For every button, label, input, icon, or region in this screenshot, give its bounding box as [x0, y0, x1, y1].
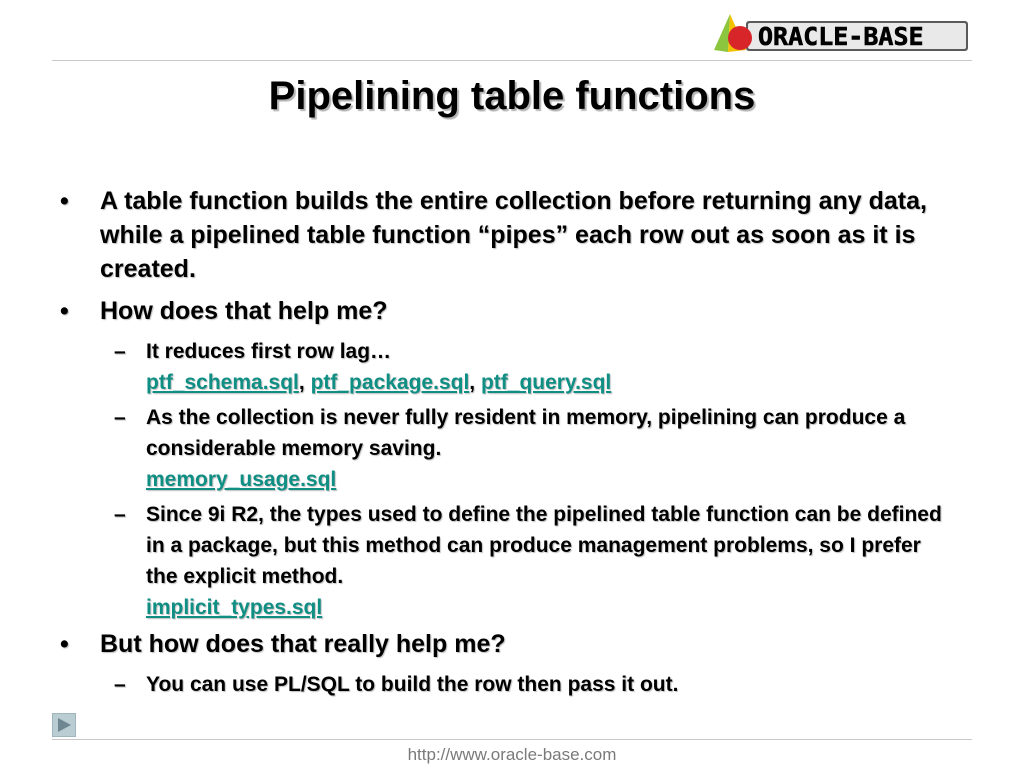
sub-bullet-text: You can use PL/SQL to build the row then pass it out.: [146, 673, 679, 696]
sub-bullet-text: Since 9i R2, the types used to define the pipelined table function can be defined in a package, but this method can produce management problems, so I prefer the explicit method.: [146, 503, 942, 588]
bullet-list: [58, 184, 958, 704]
slide-title: Pipelining table functions: [268, 74, 756, 118]
sub-bullet-marker: –: [114, 340, 126, 363]
bullet-text: How does that help me?: [100, 297, 388, 325]
ptf-package-link[interactable]: ptf_package.sql: [310, 371, 470, 394]
bullet-marker: •: [60, 630, 69, 658]
play-arrow-icon: [53, 714, 75, 736]
bullet-item: [58, 627, 958, 661]
sub-bullet-marker: –: [114, 673, 126, 696]
footer-divider: [52, 739, 972, 740]
implicit-types-link[interactable]: implicit_types.sql: [146, 596, 323, 619]
svg-text:ORACLE-BASE: ORACLE-BASE: [758, 22, 924, 51]
bullet-item: [58, 184, 958, 286]
sub-bullet-marker: –: [114, 503, 126, 526]
link-separator: ,: [298, 371, 311, 394]
sub-bullet-item: [100, 402, 958, 495]
next-slide-button[interactable]: [52, 713, 76, 737]
sub-bullet-item: [100, 669, 958, 700]
bullet-item: [58, 294, 958, 328]
sub-bullet-text: It reduces first row lag…: [146, 340, 392, 363]
oracle-base-logo-graphic: [714, 12, 970, 56]
sub-bullet-item: [100, 336, 958, 398]
header-divider: [52, 60, 972, 61]
footer-url: http://www.oracle-base.com: [407, 745, 617, 764]
oracle-base-logo: [714, 12, 970, 56]
ptf-schema-link[interactable]: ptf_schema.sql: [146, 371, 299, 394]
bullet-marker: •: [60, 187, 69, 215]
bullet-text: But how does that really help me?: [100, 630, 506, 658]
bullet-marker: •: [60, 297, 69, 325]
memory-usage-link[interactable]: memory_usage.sql: [146, 468, 337, 491]
ptf-query-link[interactable]: ptf_query.sql: [480, 371, 612, 394]
sub-bullet-marker: –: [114, 406, 126, 429]
bullet-text: A table function builds the entire collection before returning any data, while a pipelined table function “pipes” each row out as soon as it is created.: [100, 187, 927, 283]
sub-bullet-item: [100, 499, 958, 623]
sub-bullet-text: As the collection is never fully resident in memory, pipelining can produce a considerable memory saving.: [146, 406, 906, 460]
link-separator: ,: [469, 371, 481, 394]
